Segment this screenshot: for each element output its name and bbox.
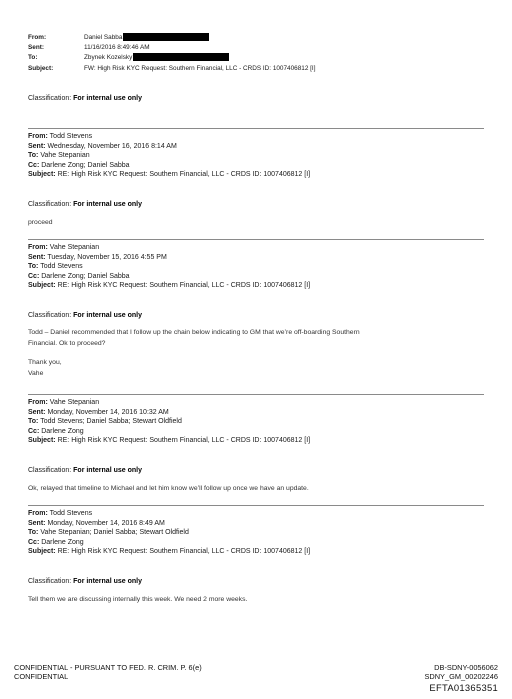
body-line: Tell them we are discussing internally this week. We need 2 more weeks. (28, 596, 248, 603)
efta-number: EFTA01365351 (429, 681, 498, 693)
from-value: Vahe Stepanian (49, 399, 100, 406)
to-label: To: (28, 418, 39, 426)
to-label: To: (28, 152, 39, 160)
redaction-bar (123, 33, 209, 41)
sent-label: Sent: (28, 408, 46, 416)
message-header (28, 132, 310, 180)
body-line: Todd – Daniel recommended that I follow up the chain below indicating to GM that we’re off-boarding Southern (28, 329, 360, 336)
subject-value: RE: High Risk KYC Request: Southern Financial, LLC - CRDS ID: 1007406812 [I] (57, 171, 311, 179)
to-value: Zbynek Kozelsky (84, 54, 133, 62)
divider (28, 128, 484, 129)
from-value: Todd Stevens (49, 510, 93, 517)
classification-value: For internal use only (73, 467, 142, 474)
sent-value: 11/16/2016 8:49:46 AM (84, 44, 150, 52)
classification-value: For internal use only (73, 95, 142, 102)
from-label: From: (28, 399, 48, 406)
classification-value: For internal use only (73, 201, 142, 208)
subject-label: Subject: (28, 282, 56, 290)
message-body (28, 483, 309, 494)
from-label: From: (28, 244, 48, 251)
to-value: Todd Stevens (40, 263, 83, 271)
classification-label: Classification: (28, 95, 72, 102)
classification-label: Classification: (28, 201, 72, 208)
sent-value: Monday, November 14, 2016 8:49 AM (47, 519, 165, 527)
subject-label: Subject: (28, 437, 56, 445)
email-header (28, 33, 315, 74)
message-header (28, 398, 310, 446)
message-body (28, 327, 360, 379)
sent-label: Sent: (28, 142, 46, 150)
subject-label: Subject: (28, 64, 54, 72)
from-value: Vahe Stepanian (49, 244, 100, 251)
from-value: Todd Stevens (49, 133, 93, 140)
subject-value: RE: High Risk KYC Request: Southern Financial, LLC - CRDS ID: 1007406812 [I] (57, 548, 311, 556)
cc-value: Darlene Zong; Daniel Sabba (41, 161, 130, 169)
header-to-row (28, 53, 315, 63)
classification-label: Classification: (28, 467, 72, 474)
sent-value: Tuesday, November 15, 2016 4:55 PM (47, 253, 167, 261)
classification-label: Classification: (28, 312, 72, 319)
subject-label: Subject: (28, 171, 56, 179)
cc-value: Darlene Zong (41, 427, 84, 435)
divider (28, 505, 484, 506)
cc-label: Cc: (28, 272, 40, 280)
body-line: proceed (28, 219, 53, 226)
sent-label: Sent: (28, 253, 46, 261)
from-label: From: (28, 133, 48, 140)
body-line: Financial. Ok to proceed? (28, 340, 106, 347)
to-value: Vahe Stepanian; Daniel Sabba; Stewart Oldfield (40, 529, 189, 537)
to-label: To: (28, 263, 39, 271)
cc-label: Cc: (28, 538, 40, 546)
cc-label: Cc: (28, 427, 40, 435)
classification-line (28, 578, 142, 585)
message-header (28, 509, 310, 557)
bates-number: SDNY_GM_00202246 (424, 672, 498, 682)
sent-label: Sent: (28, 519, 46, 527)
body-line: Vahe (28, 370, 44, 377)
cc-value: Darlene Zong; Daniel Sabba (41, 272, 130, 280)
sent-value: Wednesday, November 16, 2016 8:14 AM (47, 142, 177, 150)
to-label: To: (28, 529, 39, 537)
classification-line (28, 467, 142, 474)
sent-label: Sent: (28, 44, 44, 52)
cc-label: Cc: (28, 161, 40, 169)
subject-value: FW: High Risk KYC Request: Southern Financial, LLC - CRDS ID: 1007406812 [I] (84, 64, 316, 72)
sent-value: Monday, November 14, 2016 10:32 AM (47, 408, 169, 416)
subject-value: RE: High Risk KYC Request: Southern Financial, LLC - CRDS ID: 1007406812 [I] (57, 437, 311, 445)
footer-left (14, 663, 202, 682)
classification-value: For internal use only (73, 312, 142, 319)
footer-right (424, 663, 498, 693)
message-body (28, 217, 53, 228)
divider (28, 239, 484, 240)
confidential-label: CONFIDENTIAL (14, 672, 69, 682)
subject-label: Subject: (28, 548, 56, 556)
to-value: Todd Stevens; Daniel Sabba; Stewart Oldfield (40, 418, 182, 426)
body-line: Ok, relayed that timeline to Michael and let him know we’ll follow up once we have an update. (28, 485, 309, 492)
header-subject-row (28, 64, 315, 74)
classification-line (28, 95, 142, 102)
classification-line (28, 201, 142, 208)
bates-number: DB-SDNY-0056062 (434, 663, 498, 672)
from-value: Daniel Sabba (84, 34, 123, 41)
to-label: To: (28, 54, 38, 62)
divider (28, 394, 484, 395)
confidential-notice: CONFIDENTIAL - PURSUANT TO FED. R. CRIM. P. 6(e) (14, 663, 202, 672)
classification-line (28, 312, 142, 319)
from-label: From: (28, 34, 47, 41)
redaction-bar (133, 53, 229, 61)
header-from-row (28, 33, 315, 43)
from-label: From: (28, 510, 48, 517)
classification-value: For internal use only (73, 578, 142, 585)
to-value: Vahe Stepanian (40, 152, 90, 160)
cc-value: Darlene Zong (41, 538, 84, 546)
classification-label: Classification: (28, 578, 72, 585)
message-header (28, 243, 310, 291)
subject-value: RE: High Risk KYC Request: Southern Financial, LLC - CRDS ID: 1007406812 [I] (57, 282, 311, 290)
body-line: Thank you, (28, 359, 62, 366)
header-sent-row (28, 43, 315, 53)
message-body (28, 594, 247, 605)
